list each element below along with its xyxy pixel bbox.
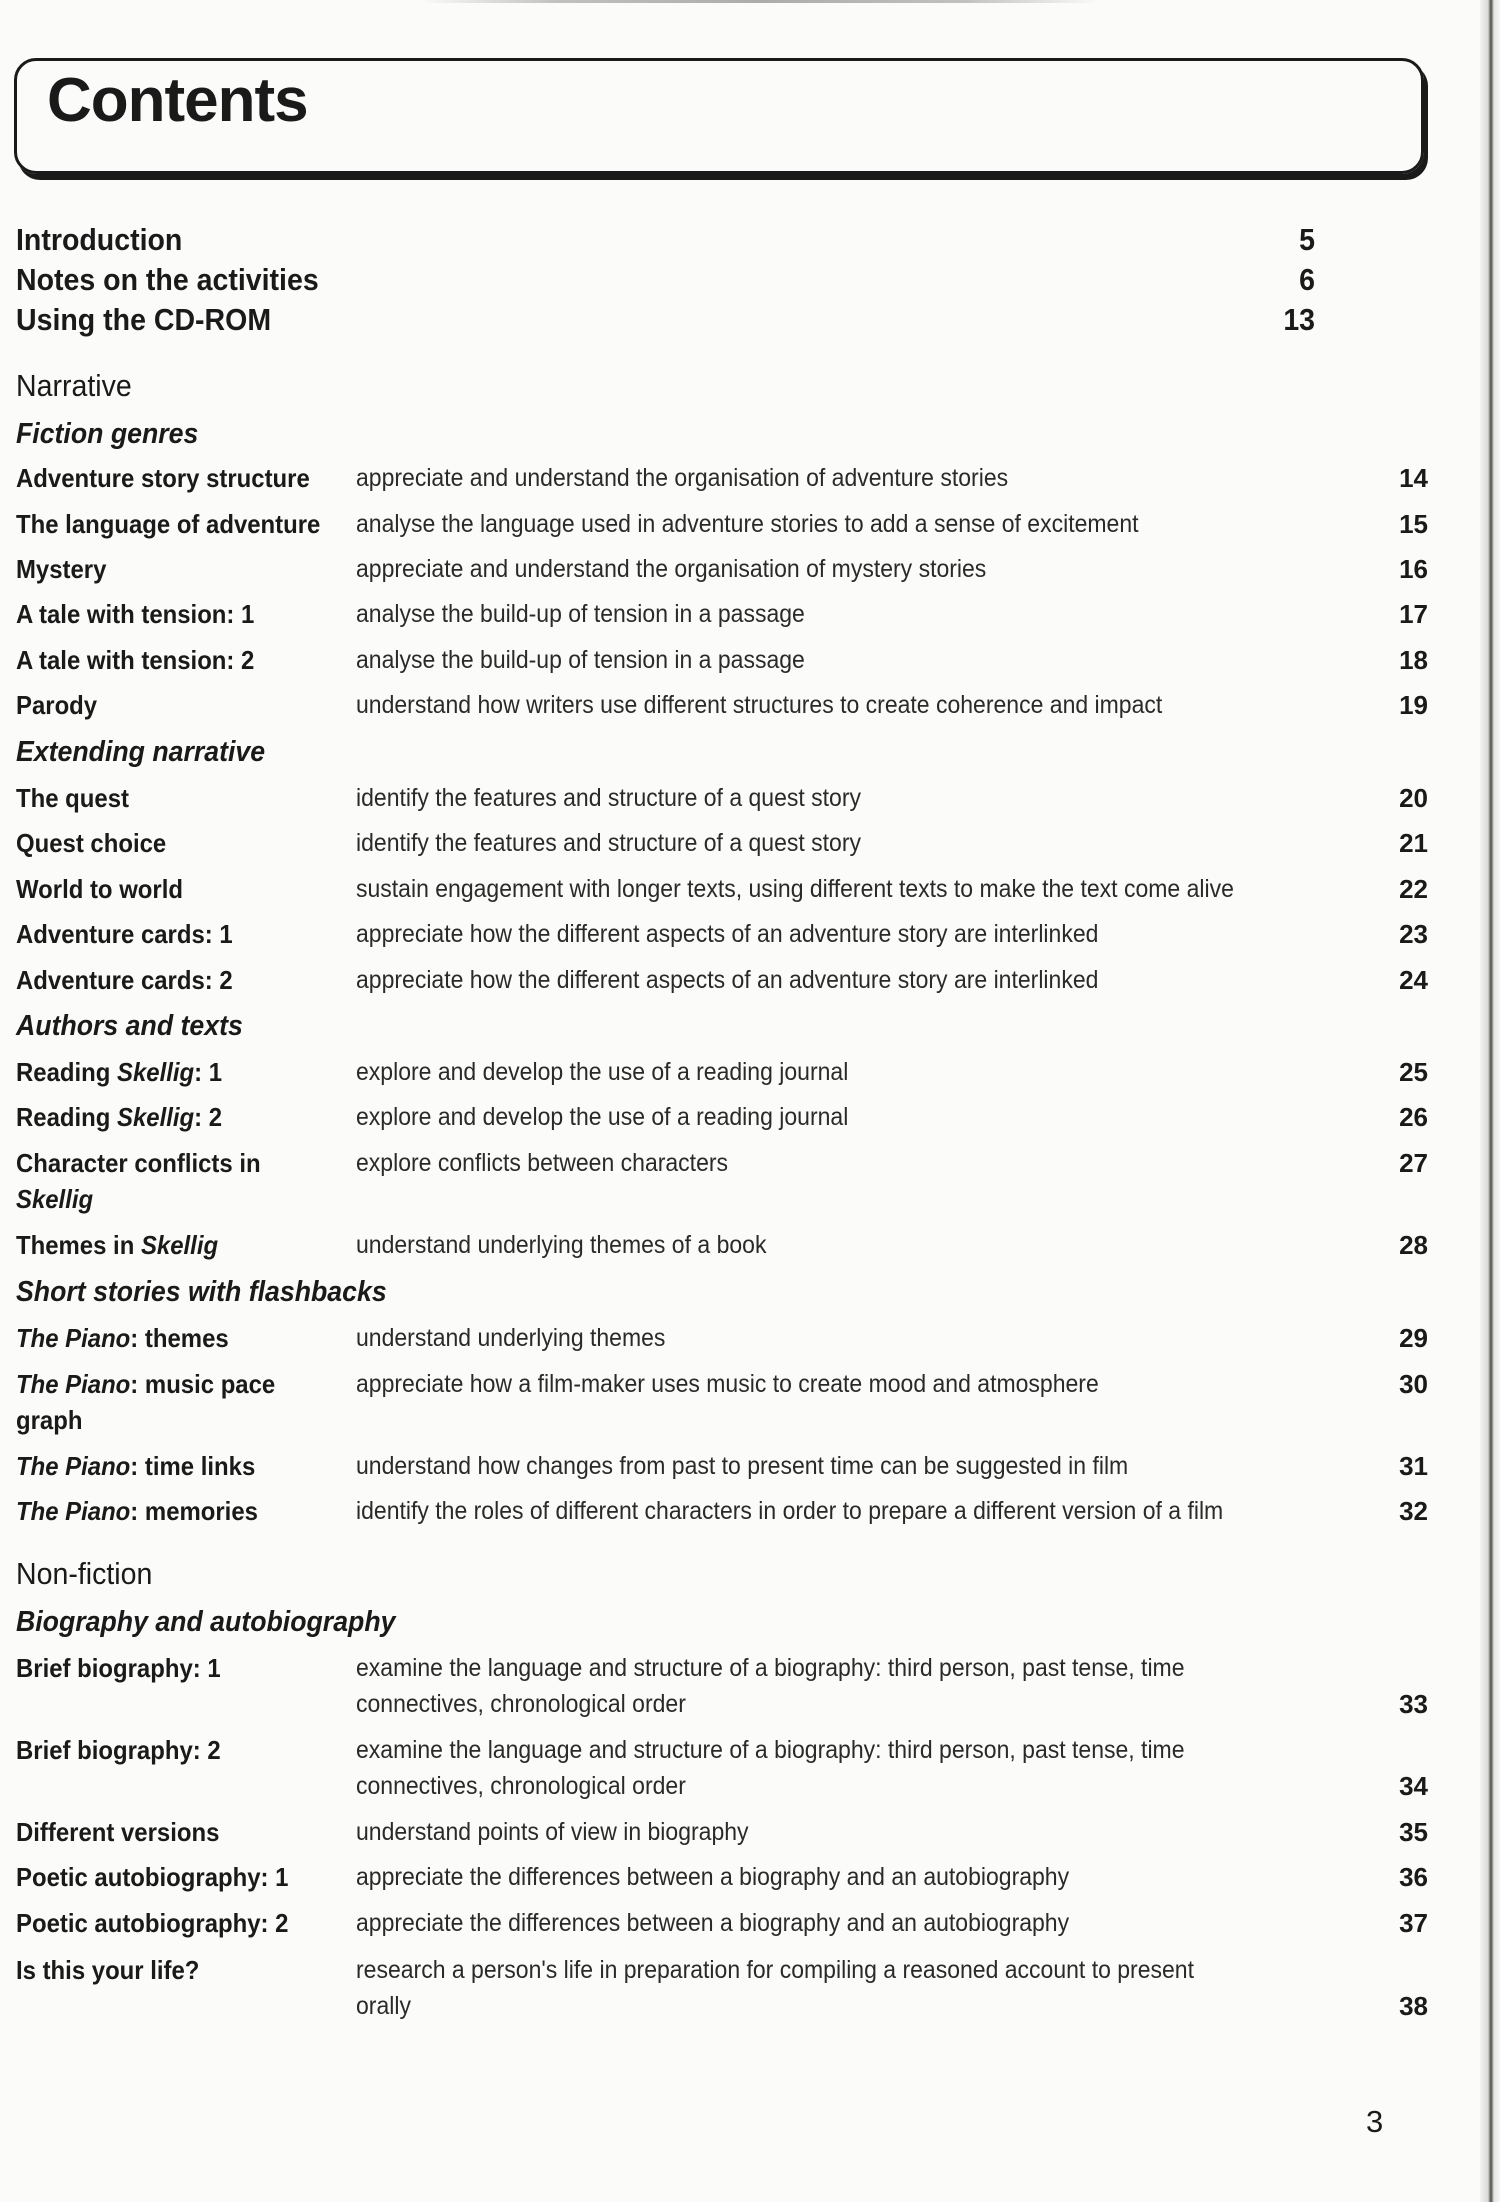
entry-description: sustain engagement with longer texts, using different texts to make the text come alive <box>356 875 1234 903</box>
entry-title: The quest <box>16 783 129 813</box>
title-text: Themes in <box>16 1230 141 1260</box>
subsection-biography: Biography and autobiography <box>16 1606 396 1638</box>
subsection-fiction-genres: Fiction genres <box>16 418 199 450</box>
entry-description: appreciate how a film-maker uses music to create mood and atmosphere <box>356 1370 1099 1398</box>
entry-page: 20 <box>1399 783 1428 813</box>
title-book: Skellig <box>16 1184 94 1214</box>
entry-title: Quest choice <box>16 828 167 858</box>
entry-page: 32 <box>1399 1496 1428 1526</box>
entry-description: appreciate the differences between a biography and an autobiography <box>356 1909 1070 1937</box>
entry-title: Brief biography: 2 <box>16 1735 221 1765</box>
entry-title: Different versions <box>16 1817 220 1847</box>
title-suffix: : themes <box>130 1323 229 1353</box>
entry-description: understand underlying themes <box>356 1324 666 1352</box>
entry-page: 16 <box>1399 554 1428 584</box>
entry-description: explore conflicts between characters <box>356 1149 729 1177</box>
entry-page: 17 <box>1399 599 1428 629</box>
entry-title: A tale with tension: 2 <box>16 645 255 675</box>
entry-title: Parody <box>16 690 98 720</box>
entry-title: World to world <box>16 874 183 904</box>
entry-page: 38 <box>1399 1991 1428 2021</box>
entry-description: appreciate how the different aspects of an adventure story are interlinked <box>356 920 1099 948</box>
title-suffix: : 2 <box>194 1102 223 1132</box>
entry-title: A tale with tension: 1 <box>16 599 255 629</box>
entry-page: 30 <box>1399 1369 1428 1399</box>
entry-page: 31 <box>1399 1451 1428 1481</box>
entry-title: Adventure cards: 2 <box>16 965 233 995</box>
title-text: Reading <box>16 1102 118 1132</box>
subsection-short-stories: Short stories with flashbacks <box>16 1276 387 1308</box>
title-text: Reading <box>16 1057 118 1087</box>
entry-page: 19 <box>1399 690 1428 720</box>
entry-title: Notes on the activities <box>16 262 319 297</box>
entry-page: 27 <box>1399 1148 1428 1178</box>
title-book: Skellig <box>117 1102 195 1132</box>
entry-description: appreciate the differences between a biography and an autobiography <box>356 1863 1070 1891</box>
entry-page: 36 <box>1399 1862 1428 1892</box>
entry-page: 33 <box>1399 1689 1428 1719</box>
entry-page: 18 <box>1399 645 1428 675</box>
contents-header-box <box>14 58 1424 174</box>
entry-title <box>16 1493 310 1529</box>
entry-page: 26 <box>1399 1102 1428 1132</box>
entry-page: 24 <box>1399 965 1428 995</box>
entry-page: 28 <box>1399 1230 1428 1260</box>
title-suffix: : time links <box>130 1451 256 1481</box>
entry-page: 21 <box>1399 828 1428 858</box>
entry-description: analyse the build-up of tension in a passage <box>356 646 805 674</box>
entry-description: examine the language and structure of a biography: third person, past tense, time connectives, chronological order <box>356 1654 1185 1718</box>
entry-description: analyse the build-up of tension in a passage <box>356 600 805 628</box>
entry-title: Brief biography: 1 <box>16 1653 221 1683</box>
entry-description: understand points of view in biography <box>356 1818 749 1846</box>
entry-title: Mystery <box>16 554 107 584</box>
entry-title <box>16 1099 310 1135</box>
entry-page: 35 <box>1399 1817 1428 1847</box>
entry-title: Introduction <box>16 222 183 257</box>
entry-title <box>16 1054 310 1090</box>
subsection-authors-and-texts: Authors and texts <box>16 1010 243 1042</box>
page-edge-shadow <box>1480 0 1500 2202</box>
entry-page: 14 <box>1399 463 1428 493</box>
entry-description: examine the language and structure of a biography: third person, past tense, time connectives, chronological order <box>356 1736 1185 1800</box>
scan-smudge <box>420 0 1100 3</box>
entry-page: 34 <box>1399 1771 1428 1801</box>
subsection-extending-narrative: Extending narrative <box>16 736 266 768</box>
entry-title: Adventure story structure <box>16 463 310 493</box>
entry-title: Poetic autobiography: 2 <box>16 1908 289 1938</box>
entry-description: explore and develop the use of a reading journal <box>356 1058 849 1086</box>
entry-page: 29 <box>1399 1323 1428 1353</box>
entry-page: 6 <box>1299 262 1316 297</box>
title-film: The Piano <box>16 1323 131 1353</box>
entry-page: 13 <box>1283 302 1316 337</box>
entry-title: Adventure cards: 1 <box>16 919 233 949</box>
entry-description: appreciate and understand the organisation of adventure stories <box>356 464 1009 492</box>
entry-page: 37 <box>1399 1908 1428 1938</box>
entry-title: Is this your life? <box>16 1955 200 1985</box>
title-suffix: : music pace graph <box>16 1369 276 1435</box>
entry-title <box>16 1145 320 1217</box>
entry-title <box>16 1366 301 1438</box>
title-film: The Piano <box>16 1496 131 1526</box>
entry-page: 23 <box>1399 919 1428 949</box>
entry-description: understand how changes from past to present time can be suggested in film <box>356 1452 1129 1480</box>
title-book: Skellig <box>117 1057 195 1087</box>
entry-title <box>16 1227 310 1263</box>
entry-description: research a person's life in preparation for compiling a reasoned account to present orally <box>356 1956 1194 2020</box>
entry-page: 5 <box>1299 222 1316 257</box>
entry-title <box>16 1320 310 1356</box>
entry-description: appreciate and understand the organisation of mystery stories <box>356 555 987 583</box>
toc-entry-notes[interactable] <box>16 262 1315 298</box>
entry-description: identify the features and structure of a quest story <box>356 784 862 812</box>
title-text: Character conflicts in <box>16 1148 261 1178</box>
page-number: 3 <box>1366 2104 1384 2139</box>
entry-description: identify the features and structure of a quest story <box>356 829 862 857</box>
entry-description: analyse the language used in adventure stories to add a sense of excitement <box>356 510 1139 538</box>
entry-title: Poetic autobiography: 1 <box>16 1862 289 1892</box>
title-film: The Piano <box>16 1451 131 1481</box>
entry-description: explore and develop the use of a reading journal <box>356 1103 849 1131</box>
entry-page: 15 <box>1399 509 1428 539</box>
section-non-fiction: Non-fiction <box>16 1556 153 1591</box>
toc-entry-introduction[interactable] <box>16 222 1315 258</box>
entry-description: understand how writers use different structures to create coherence and impact <box>356 691 1163 719</box>
entry-title <box>16 1448 310 1484</box>
title-suffix: : memories <box>130 1496 258 1526</box>
entry-page: 25 <box>1399 1057 1428 1087</box>
title-book: Skellig <box>140 1230 219 1260</box>
entry-description: identify the roles of different characters in order to prepare a different version of a film <box>356 1497 1224 1525</box>
entry-title: Using the CD-ROM <box>16 302 272 337</box>
page-title: Contents <box>47 66 308 135</box>
title-suffix: : 1 <box>194 1057 223 1087</box>
section-narrative: Narrative <box>16 368 132 403</box>
toc-entry-cd-rom[interactable] <box>16 302 1315 338</box>
entry-page: 22 <box>1399 874 1428 904</box>
title-film: The Piano <box>16 1369 131 1399</box>
entry-title: The language of adventure <box>16 509 321 539</box>
entry-description: appreciate how the different aspects of an adventure story are interlinked <box>356 966 1099 994</box>
entry-description: understand underlying themes of a book <box>356 1231 767 1259</box>
